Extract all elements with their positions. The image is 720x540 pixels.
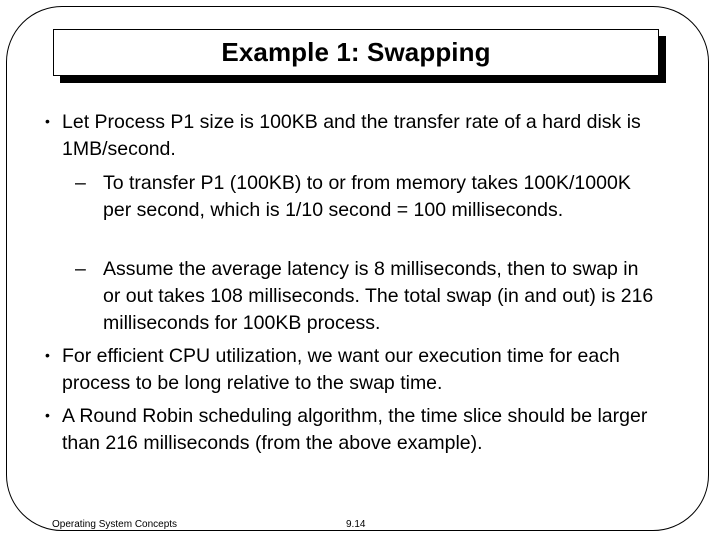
sub-bullet-item — [75, 256, 655, 337]
sub-bullet-marker: – — [75, 258, 86, 280]
footer-course-title: Operating System Concepts — [52, 519, 178, 530]
bullet-item — [45, 343, 675, 397]
bullet-item — [45, 403, 675, 457]
bullet-marker: • — [45, 113, 50, 129]
bullet-text: For efficient CPU utilization, we want our execution time for each process to be long relative to the swap time. — [62, 345, 620, 394]
footer-page-number: 9.14 — [346, 519, 366, 530]
bullet-marker: • — [45, 407, 50, 423]
bullet-marker: • — [45, 347, 50, 363]
sub-bullet-marker: – — [75, 172, 86, 194]
bullet-item — [45, 109, 675, 163]
sub-bullet-item — [75, 170, 655, 224]
sub-bullet-text: To transfer P1 (100KB) to or from memory takes 100K/1000K per second, which is 1/10 second = 100 milliseconds. — [103, 172, 631, 221]
bullet-text: A Round Robin scheduling algorithm, the time slice should be larger than 216 milliseconds (from the above example). — [62, 405, 648, 454]
sub-bullet-text: Assume the average latency is 8 milliseconds, then to swap in or out takes 108 milliseconds. The total swap (in and out) is 216 milliseconds for 100KB process. — [103, 258, 654, 334]
slide-title: Example 1: Swapping — [221, 37, 491, 67]
bullet-text: Let Process P1 size is 100KB and the transfer rate of a hard disk is 1MB/second. — [62, 111, 641, 160]
